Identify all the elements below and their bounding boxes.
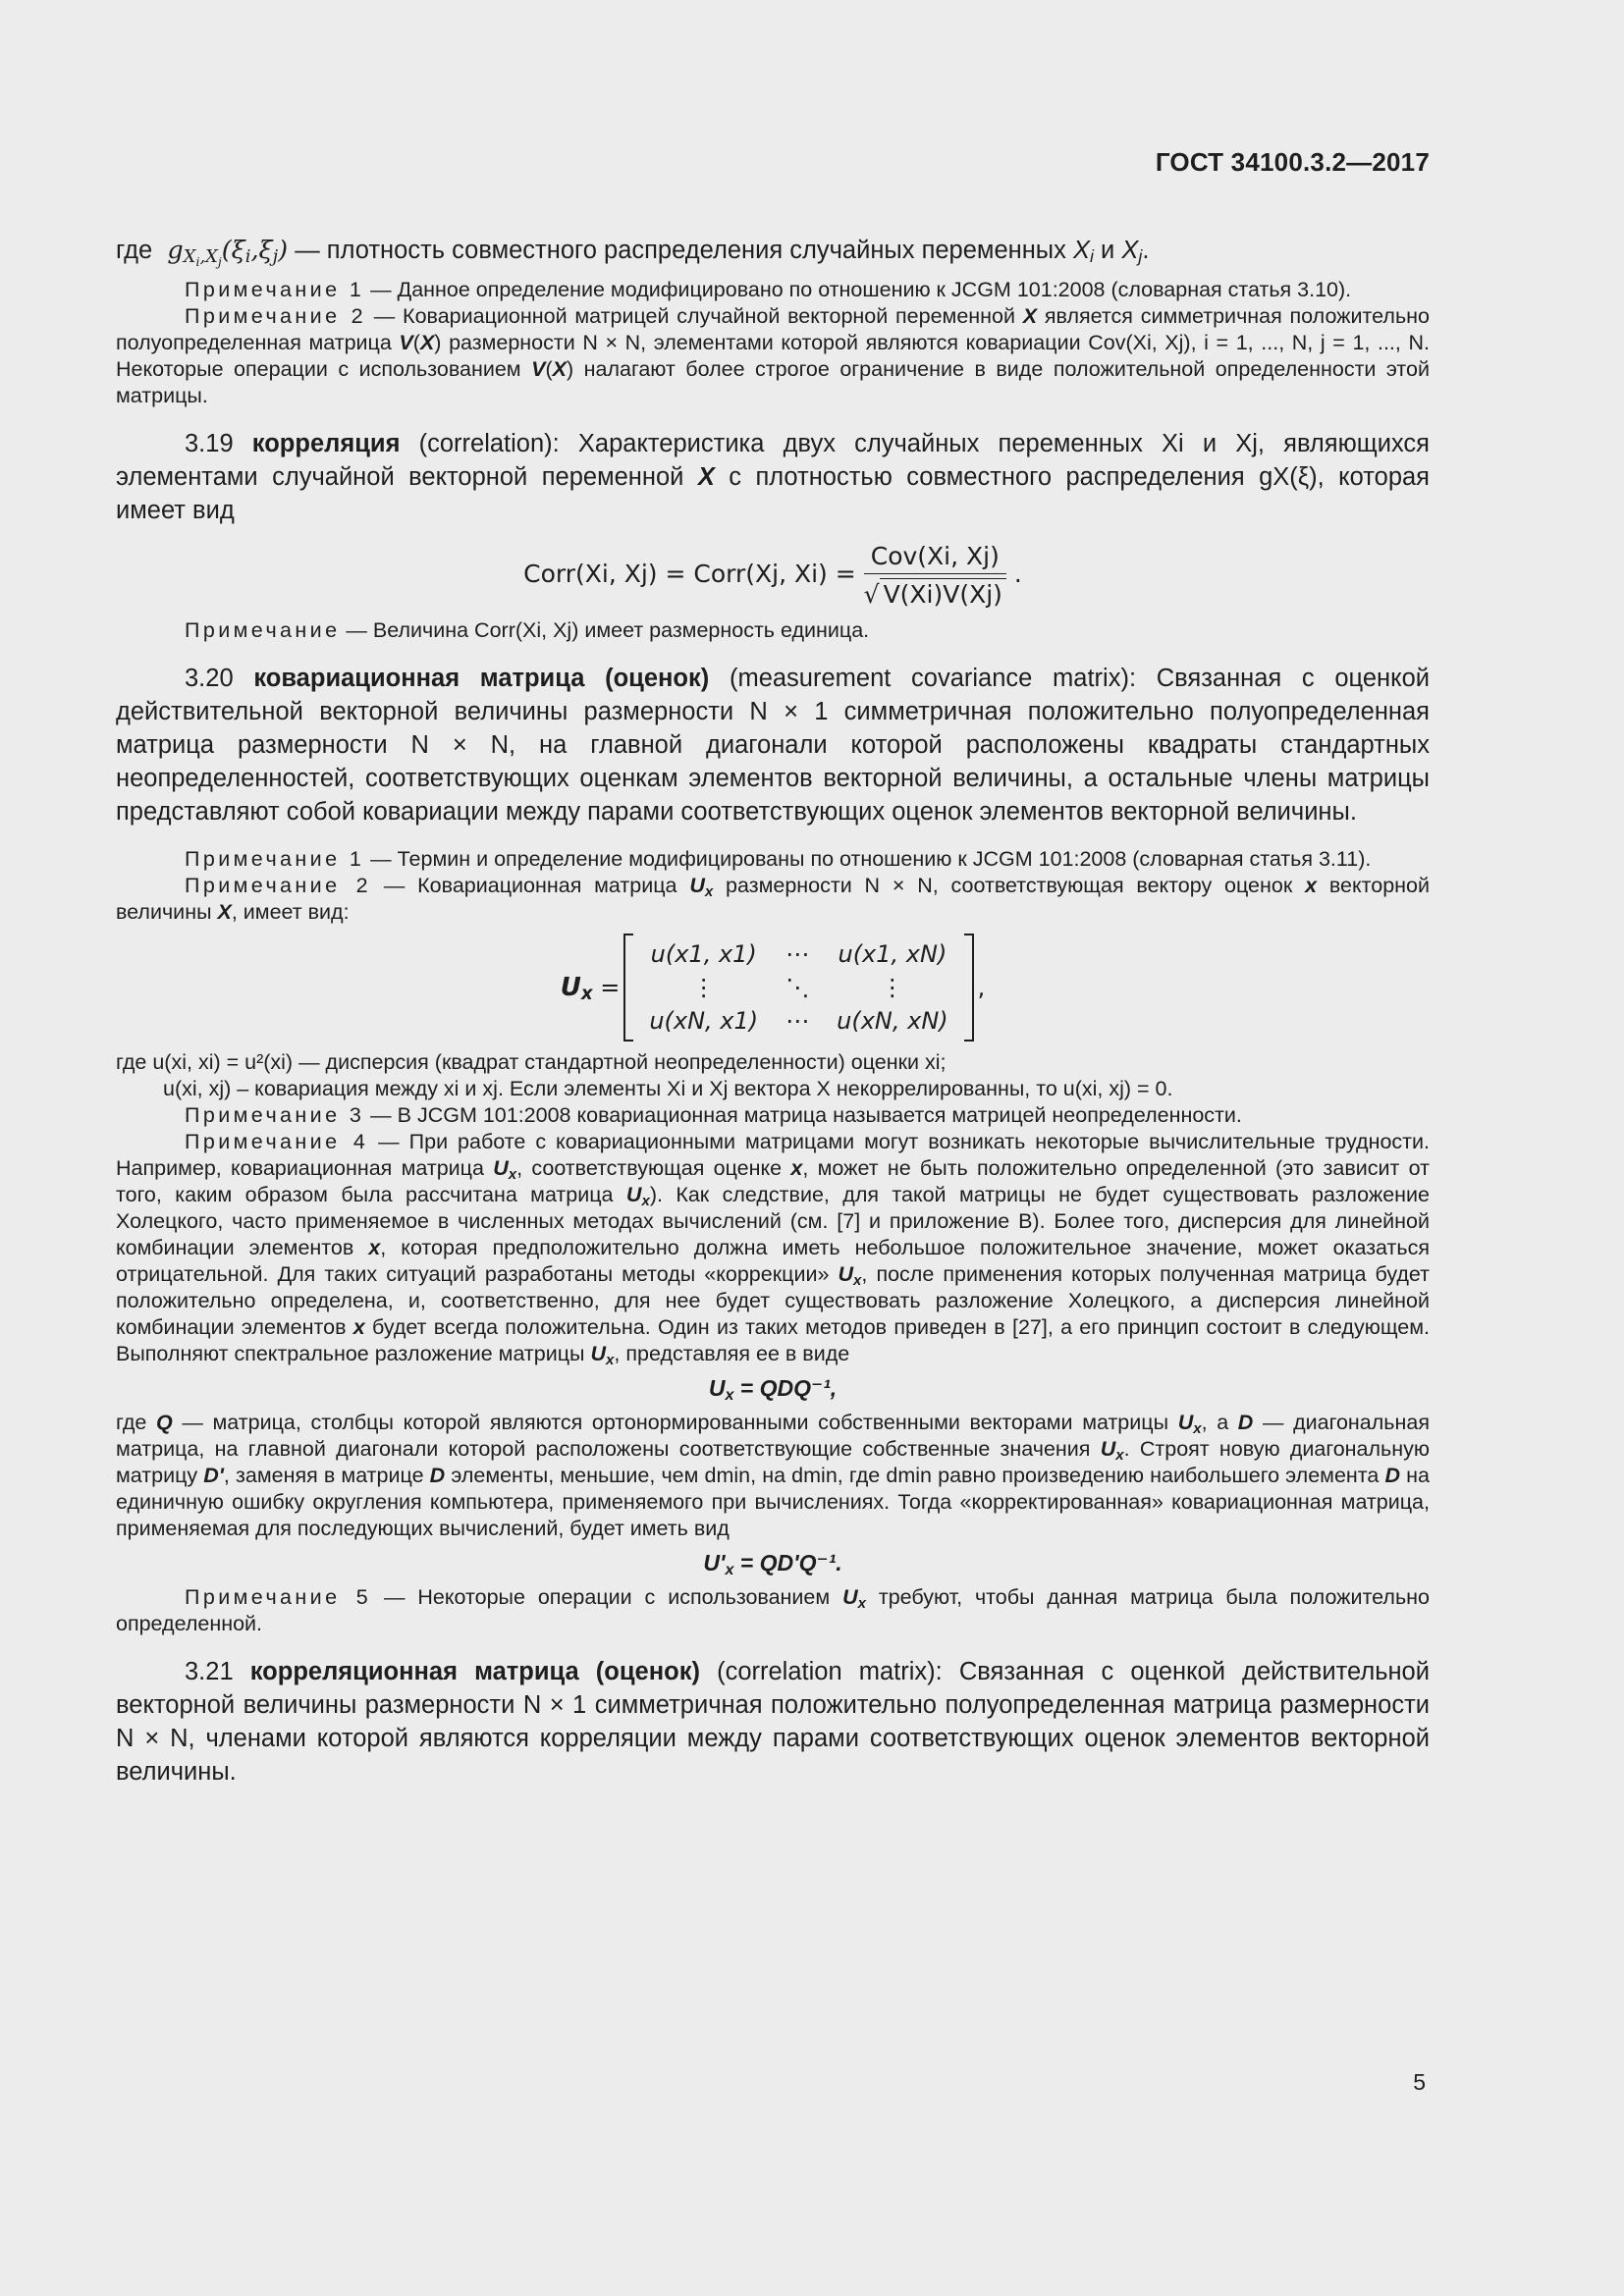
note-318-1: Примечание 1 — Данное определение модифицировано по отношению к JCGM 101:2008 (словарная статья 3.10).	[185, 278, 1352, 301]
section-3-19: 3.19 корреляция (correlation): Характеристика двух случайных переменных Xi и Xj, являющихся элементами случайной векторной переменной X с плотностью совместного распределения gX(ξ), которая имеет вид	[116, 430, 1430, 524]
spectral-equation: $U_x = QDQ^{-1}$,	[708, 1375, 838, 1404]
section-3-20: 3.20 ковариационная матрица (оценок) (measurement covariance matrix): Связанная с оценкой действительной векторной величины размерности N × 1 симметричная положительно полуопределенная матрица размерности N × N, на главной диагонали которой расположены квадраты стандартных неопределенностей, соответствующих оценкам элементов векторной величины, а остальные члены матрицы представляют собой ковариации между парами соответствующих оценок элементов векторной величины.	[116, 665, 1431, 826]
matrix-cell: ⋱	[785, 974, 810, 1001]
note-320-4: Примечание 4 — При работе с ковариационными матрицами могут возникать некоторые вычислительные трудности. Например, ковариационная матрица $U_x$, соответствующая оценке x, может не быть положительно определенной (это зависит от того, каким образом была рассчитана матрица $U_x$). Как следствие, для такой матрицы не будет существовать разложение Холецкого, часто применяемое в численных методах вычислений (см. [7] и приложение В). Более того, дисперсия для линейной комбинации элементов x, которая предположительно должна иметь небольшое положительное значение, может оказаться отрицательной. Для таких ситуаций разработаны методы «коррекции» $U_x$, после применения которых полученная матрица будет положительно определена, и, соответственно, для нее будет существовать разложение Холецкого, а дисперсия линейной комбинации элементов x будет всегда положительна. Один из таких методов приведен в [27], а его принцип состоит в следующем. Выполняют спектральное разложение матрицы $U_x$, представляя ее в виде	[116, 1130, 1430, 1368]
corr-numerator: Cov(Xi, Xj)	[864, 543, 1006, 574]
corr-fraction: $\frac{\text{Cov(Xi, Xj)}}{√ V(Xi)V(Xj)}$	[864, 543, 1006, 608]
matrix-cell: ⋮	[691, 974, 716, 1001]
intro-line: где $g_{X_i,X_j}(\xi_i,\xi_j)$ — плотность совместного распределения случайных переменных $X_i$ и $X_j$.	[116, 236, 1150, 269]
page-content	[116, 234, 1430, 1789]
note-320-3: Примечание 3 — В JCGM 101:2008 ковариационная матрица называется матрицей неопределенности.	[185, 1103, 1242, 1127]
note-319: Примечание — Величина Corr(Xi, Xj) имеет размерность единица.	[185, 618, 870, 642]
note-318-2: Примечание 2 — Ковариационной матрицей случайной векторной переменной X является симметричная положительно полуопределенная матрица V(X) размерности N × N, элементами которой являются ковариации Cov(Xi, Xj), i = 1, ..., N, j = 1, ..., N. Некоторые операции с использованием V(X) налагают более строгое ограничение в виде положительной определенности этой матрицы.	[116, 304, 1430, 407]
covariance-matrix	[623, 934, 973, 1041]
matrix-cell: u(xN, x1)	[649, 1007, 759, 1035]
note-320-1: Примечание 1 — Термин и определение модифицированы по отношению к JCGM 101:2008 (словарная статья 3.11).	[185, 847, 1372, 871]
matrix-cell: u(xN, xN)	[837, 1007, 948, 1035]
corr-lhs: Corr(Xi, Xj) = Corr(Xj, Xi) =	[523, 560, 856, 588]
corrected-equation: $U'_x = QD'Q^{-1}$.	[703, 1550, 842, 1578]
matrix-cell: u(x1, xN)	[838, 940, 947, 968]
spectral-explanation: где Q — матрица, столбцы которой являются ортонормированными собственными векторами матрицы $U_x$, а D — диагональная матрица, на главной диагонали которой расположены соответствующие собственные значения $U_x$. Строят новую диагональную матрицу D', заменяя в матрице D элементы, меньшие, чем dmin, на dmin, где dmin равно произведению наибольшего элемента D на единичную ошибку округления компьютера, применяемого при вычислениях. Тогда «корректированная» ковариационная матрица, применяемая для последующих вычислений, будет иметь вид	[116, 1411, 1430, 1540]
density-symbol: $g_{X_i,X_j}(\xi_i,\xi_j)$	[159, 236, 289, 269]
intro-lead: где	[116, 237, 153, 264]
where-line-1: где u(xi, xi) = u²(xi) — дисперсия (квадрат стандартной неопределенности) оценки xi;	[116, 1050, 947, 1074]
intro-tail: — плотность совместного распределения случайных переменных	[288, 237, 1073, 264]
covariance-matrix-formula: $U_x$ = u(x1, x1) ⋯ u(x1, xN) ⋮ ⋱ ⋮ u(xN, x1) ⋯ u(xN, xN) ,	[116, 934, 1430, 1041]
corr-denominator: V(Xi)V(Xj)	[880, 578, 1006, 608]
matrix-cell: ⋮	[880, 974, 904, 1001]
matrix-cell: ⋯	[785, 940, 810, 968]
note-320-2: Примечание 2 — Ковариационная матрица $U_x$ размерности N × N, соответствующая вектору оценок x векторной величины X, имеет вид:	[116, 874, 1431, 924]
matrix-cell: ⋯	[785, 1007, 810, 1035]
page-number: 5	[1413, 2069, 1426, 2095]
correlation-formula: Corr(Xi, Xj) = Corr(Xj, Xi) = $\frac{\text{Cov(Xi, Xj)}}{√ V(Xi)V(Xj)}$ .	[523, 542, 1022, 609]
matrix-cell: u(x1, x1)	[650, 940, 757, 968]
section-3-21: 3.21 корреляционная матрица (оценок) (correlation matrix): Связанная с оценкой действительной векторной величины размерности N × 1 симметричная положительно полуопределенная матрица размерности N × N, членами которой являются корреляции между парами соответствующих оценок элементов векторной величины.	[116, 1658, 1430, 1786]
where-line-2: u(xi, xj) – ковариация между xi и xj. Если элементы Xi и Xj вектора X некоррелированны, то u(xi, xj) = 0.	[163, 1077, 1173, 1100]
note-320-5: Примечание 5 — Некоторые операции с использованием $U_x$ требуют, чтобы данная матрица была положительно определенной.	[116, 1585, 1430, 1635]
standard-header: ГОСТ 34100.3.2—2017	[1155, 147, 1430, 177]
